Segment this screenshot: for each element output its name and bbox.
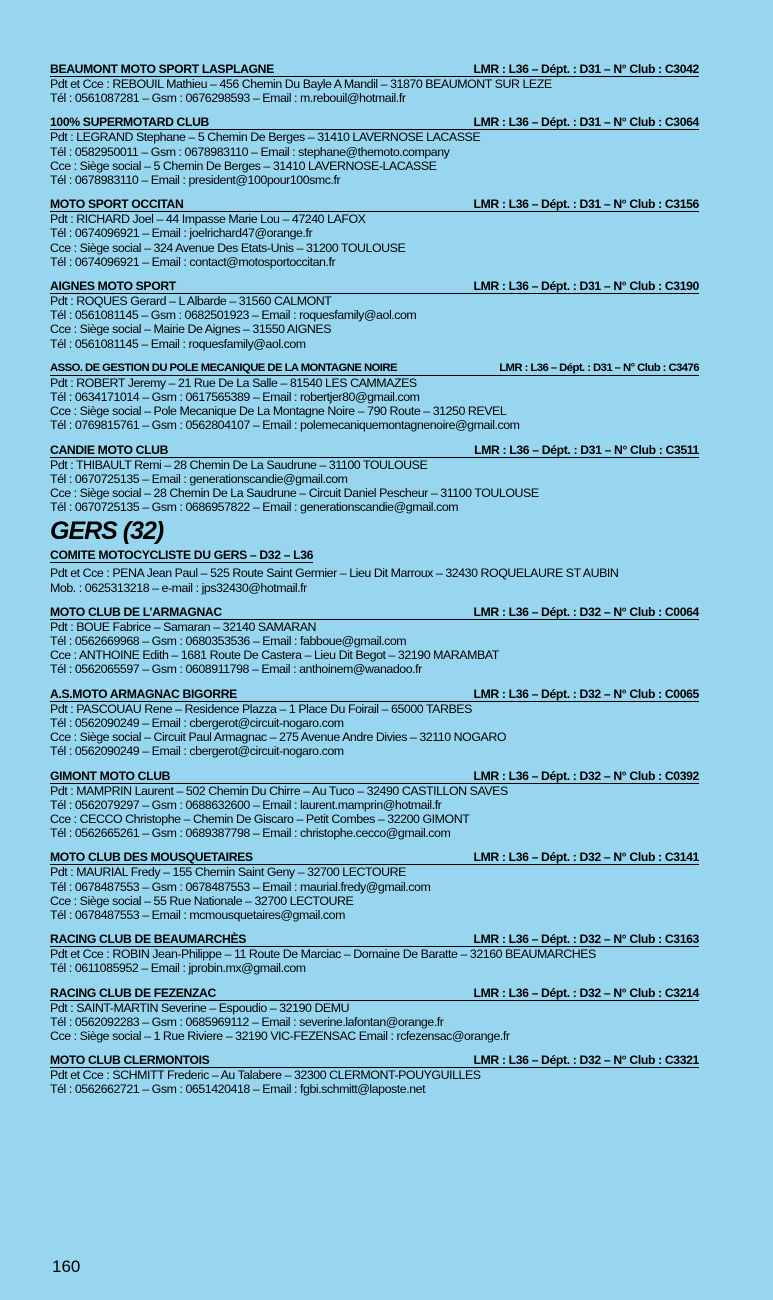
club-detail-line: Tél : 0769815761 – Gsm : 0562804107 – Email : polemecaniquemontagnenoire@gmail.com [50, 418, 520, 433]
club-header [50, 197, 699, 212]
club-detail-line: Pdt et Cce : REBOUIL Mathieu – 456 Chemin Du Bayle A Mandil – 31870 BEAUMONT SUR LEZE [50, 77, 552, 91]
club-detail-line: Tél : 0678487553 – Gsm : 0678487553 – Email : maurial.fredy@gmail.com [50, 879, 431, 894]
club-lmr-info: LMR : L36 – Dépt. : D31 – N° Club : C3511 [474, 442, 699, 457]
club-lmr-info: LMR : L36 – Dépt. : D31 – N° Club : C3476 [499, 361, 699, 374]
club-entry [50, 1053, 699, 1096]
club-name: GIMONT MOTO CLUB [50, 768, 171, 783]
club-name: CANDIE MOTO CLUB [50, 442, 169, 457]
club-detail-line: Pdt : ROQUES Gerard – L Albarde – 31560 CALMONT [50, 294, 332, 309]
club-lmr-info: LMR : L36 – Dépt. : D32 – N° Club : C3214 [473, 985, 699, 1000]
club-detail-line: Tél : 0611085952 – Email : jprobin.mx@gmail.com [50, 961, 306, 976]
club-detail-line: Tél : 0634171014 – Gsm : 0617565389 – Email : robertjer80@gmail.com [50, 390, 420, 405]
club-header [50, 605, 699, 620]
club-name: BEAUMONT MOTO SPORT LASPLAGNE [50, 62, 274, 76]
club-detail-line: Cce : Siège social – Mairie De Aignes – 31550 AIGNES [50, 322, 332, 337]
club-detail-line: Tél : 0582950011 – Gsm : 0678983110 – Email : stephane@themoto.company [50, 144, 450, 159]
section-title: GERS (32) [50, 517, 164, 546]
club-detail-line: Tél : 0562065597 – Gsm : 0608911798 – Email : anthoinem@wanadoo.fr [50, 662, 422, 677]
club-lmr-info: LMR : L36 – Dépt. : D32 – N° Club : C3163 [473, 932, 699, 947]
club-entry [50, 986, 699, 1044]
club-entry [50, 687, 699, 759]
club-detail-line: Cce : ANTHOINE Edith – 1681 Route De Castera – Lieu Dit Begot – 32190 MARAMBAT [50, 648, 499, 663]
club-entry [50, 115, 699, 187]
club-lmr-info: LMR : L36 – Dépt. : D31 – N° Club : C3042 [473, 62, 699, 76]
club-lmr-info: LMR : L36 – Dépt. : D32 – N° Club : C0064 [473, 604, 699, 619]
club-detail-line: Tél : 0561081145 – Gsm : 0682501923 – Email : roquesfamily@aol.com [50, 308, 417, 323]
club-header [50, 115, 699, 130]
club-name: A.S.MOTO ARMAGNAC BIGORRE [50, 686, 237, 701]
club-header [50, 1053, 699, 1068]
club-detail-line: Tél : 0670725135 – Gsm : 0686957822 – Email : generationscandie@gmail.com [50, 500, 459, 515]
club-detail-line: Cce : Siège social – Circuit Paul Armagnac – 275 Avenue Andre Divies – 32110 NOGARO [50, 730, 507, 745]
committee-details [50, 566, 699, 594]
club-entry [50, 850, 699, 922]
club-detail-line: Pdt : MAMPRIN Laurent – 502 Chemin Du Chirre – Au Tuco – 32490 CASTILLON SAVES [50, 783, 508, 798]
club-detail-line: Pdt et Cce : SCHMITT Frederic – Au Talabere – 32300 CLERMONT-POUYGUILLES [50, 1068, 481, 1083]
club-header [50, 850, 699, 865]
club-header [50, 279, 699, 294]
club-lmr-info: LMR : L36 – Dépt. : D31 – N° Club : C3190 [473, 279, 699, 294]
club-header [50, 443, 699, 458]
club-entry [50, 932, 699, 975]
club-detail-line: Cce : Siège social – Pole Mecanique De La Montagne Noire – 790 Route – 31250 REVEL [50, 404, 507, 419]
club-detail-line: Pdt : THIBAULT Remi – 28 Chemin De La Saudrune – 31100 TOULOUSE [50, 457, 428, 472]
club-detail-line: Cce : CECCO Christophe – Chemin De Giscaro – Petit Combes – 32200 GIMONT [50, 811, 470, 826]
club-detail-line: Tél : 0562662721 – Gsm : 0651420418 – Email : fgbi.schmitt@laposte.net [50, 1082, 426, 1097]
club-detail-line: Tél : 0678487553 – Email : mcmousquetaires@gmail.com [50, 907, 345, 922]
club-lmr-info: LMR : L36 – Dépt. : D31 – N° Club : C3156 [473, 197, 699, 212]
club-detail-line: Tél : 0562079297 – Gsm : 0688632600 – Email : laurent.mamprin@hotmail.fr [50, 797, 442, 812]
club-detail-line: Tél : 0674096921 – Email : contact@motosportoccitan.fr [50, 254, 336, 269]
club-name: MOTO CLUB DES MOUSQUETAIRES [50, 850, 253, 865]
club-list-d32 [50, 605, 699, 1097]
club-detail-line: Cce : Siège social – 324 Avenue Des Etats-Unis – 31200 TOULOUSE [50, 240, 406, 255]
club-detail-line: Pdt : MAURIAL Fredy – 155 Chemin Saint Geny – 32700 LECTOURE [50, 865, 406, 880]
club-entry [50, 62, 699, 105]
club-lmr-info: LMR : L36 – Dépt. : D32 – N° Club : C3141 [473, 850, 699, 865]
club-detail-line: Tél : 0561087281 – Gsm : 0676298593 – Email : m.rebouil@hotmail.fr [50, 91, 406, 106]
club-lmr-info: LMR : L36 – Dépt. : D32 – N° Club : C0065 [473, 686, 699, 701]
club-detail-line: Tél : 0674096921 – Email : joelrichard47@orange.fr [50, 226, 313, 241]
club-name: AIGNES MOTO SPORT [50, 279, 176, 294]
club-name: 100% SUPERMOTARD CLUB [50, 115, 210, 130]
club-name: MOTO CLUB DE L’ARMAGNAC [50, 604, 222, 619]
club-entry [50, 605, 699, 677]
club-detail-line: Pdt et Cce : ROBIN Jean-Philippe – 11 Route De Marciac – Domaine De Baratte – 32160 BEAUMARCHES [50, 947, 596, 962]
club-header [50, 62, 699, 77]
club-header [50, 361, 699, 376]
club-detail-line: Pdt : ROBERT Jeremy – 21 Rue De La Salle – 81540 LES CAMMAZES [50, 375, 417, 390]
club-lmr-info: LMR : L36 – Dépt. : D32 – N° Club : C3321 [473, 1053, 699, 1068]
club-detail-line: Tél : 0562092283 – Gsm : 0685969112 – Email : severine.lafontan@orange.fr [50, 1014, 444, 1029]
club-detail-line: Tél : 0561081145 – Email : roquesfamily@aol.com [50, 336, 306, 351]
club-entry [50, 443, 699, 515]
club-lmr-info: LMR : L36 – Dépt. : D31 – N° Club : C3064 [473, 115, 699, 130]
club-header [50, 769, 699, 784]
club-entry [50, 769, 699, 841]
club-detail-line: Tél : 0562090249 – Email : cbergerot@circuit-nogaro.com [50, 715, 344, 730]
club-entry [50, 279, 699, 351]
club-detail-line: Pdt : SAINT-MARTIN Severine – Espoudio – 32190 DEMU [50, 1000, 350, 1015]
club-detail-line: Pdt : LEGRAND Stephane – 5 Chemin De Berges – 31410 LAVERNOSE LACASSE [50, 130, 481, 145]
club-list-d31 [50, 62, 699, 514]
page-number: 160 [52, 1257, 81, 1276]
club-detail-line: Pdt : RICHARD Joel – 44 Impasse Marie Lou – 47240 LAFOX [50, 212, 366, 227]
club-name: RACING CLUB DE FEZENZAC [50, 985, 216, 1000]
club-detail-line: Tél : 0562669968 – Gsm : 0680353536 – Email : fabboue@gmail.com [50, 634, 407, 649]
club-detail-line: Cce : Siège social – 1 Rue Riviere – 32190 VIC-FEZENSAC Email : rcfezensac@orange.fr [50, 1028, 510, 1043]
club-entry [50, 361, 699, 433]
club-name: ASSO. DE GESTION DU POLE MECANIQUE DE LA MONTAGNE NOIRE [50, 361, 397, 374]
club-detail-line: Tél : 0670725135 – Email : generationscandie@gmail.com [50, 471, 348, 486]
club-detail-line: Tél : 0562665261 – Gsm : 0689387798 – Email : christophe.cecco@gmail.com [50, 826, 451, 841]
club-header [50, 932, 699, 947]
committee-detail-line: Pdt et Cce : PENA Jean Paul – 525 Route Saint Germier – Lieu Dit Marroux – 32430 ROQUELAURE ST AUBIN [50, 566, 619, 581]
club-header [50, 687, 699, 702]
club-detail-line: Pdt : BOUE Fabrice – Samaran – 32140 SAMARAN [50, 619, 317, 634]
committee-detail-line: Mob. : 0625313218 – e-mail : jps32430@hotmail.fr [50, 580, 307, 595]
club-lmr-info: LMR : L36 – Dépt. : D32 – N° Club : C0392 [473, 768, 699, 783]
club-detail-line: Tél : 0562090249 – Email : cbergerot@circuit-nogaro.com [50, 744, 344, 759]
section-gers [50, 518, 699, 594]
club-name: MOTO SPORT OCCITAN [50, 197, 184, 212]
club-header [50, 986, 699, 1001]
club-detail-line: Cce : Siège social – 5 Chemin De Berges – 31410 LAVERNOSE-LACASSE [50, 158, 437, 173]
club-detail-line: Cce : Siège social – 28 Chemin De La Saudrune – Circuit Daniel Pescheur – 31100 TOULOUSE [50, 486, 539, 501]
club-name: RACING CLUB DE BEAUMARCHÈS [50, 932, 247, 947]
club-name: MOTO CLUB CLERMONTOIS [50, 1053, 210, 1068]
club-entry [50, 197, 699, 269]
committee-title: COMITE MOTOCYCLISTE DU GERS – D32 – L36 [50, 548, 314, 563]
club-directory [50, 62, 699, 1107]
club-detail-line: Pdt : PASCOUAU Rene – Residence Plazza – 1 Place Du Foirail – 65000 TARBES [50, 701, 472, 716]
club-detail-line: Cce : Siège social – 55 Rue Nationale – 32700 LECTOURE [50, 893, 354, 908]
club-detail-line: Tél : 0678983110 – Email : president@100pour100smc.fr [50, 173, 341, 188]
